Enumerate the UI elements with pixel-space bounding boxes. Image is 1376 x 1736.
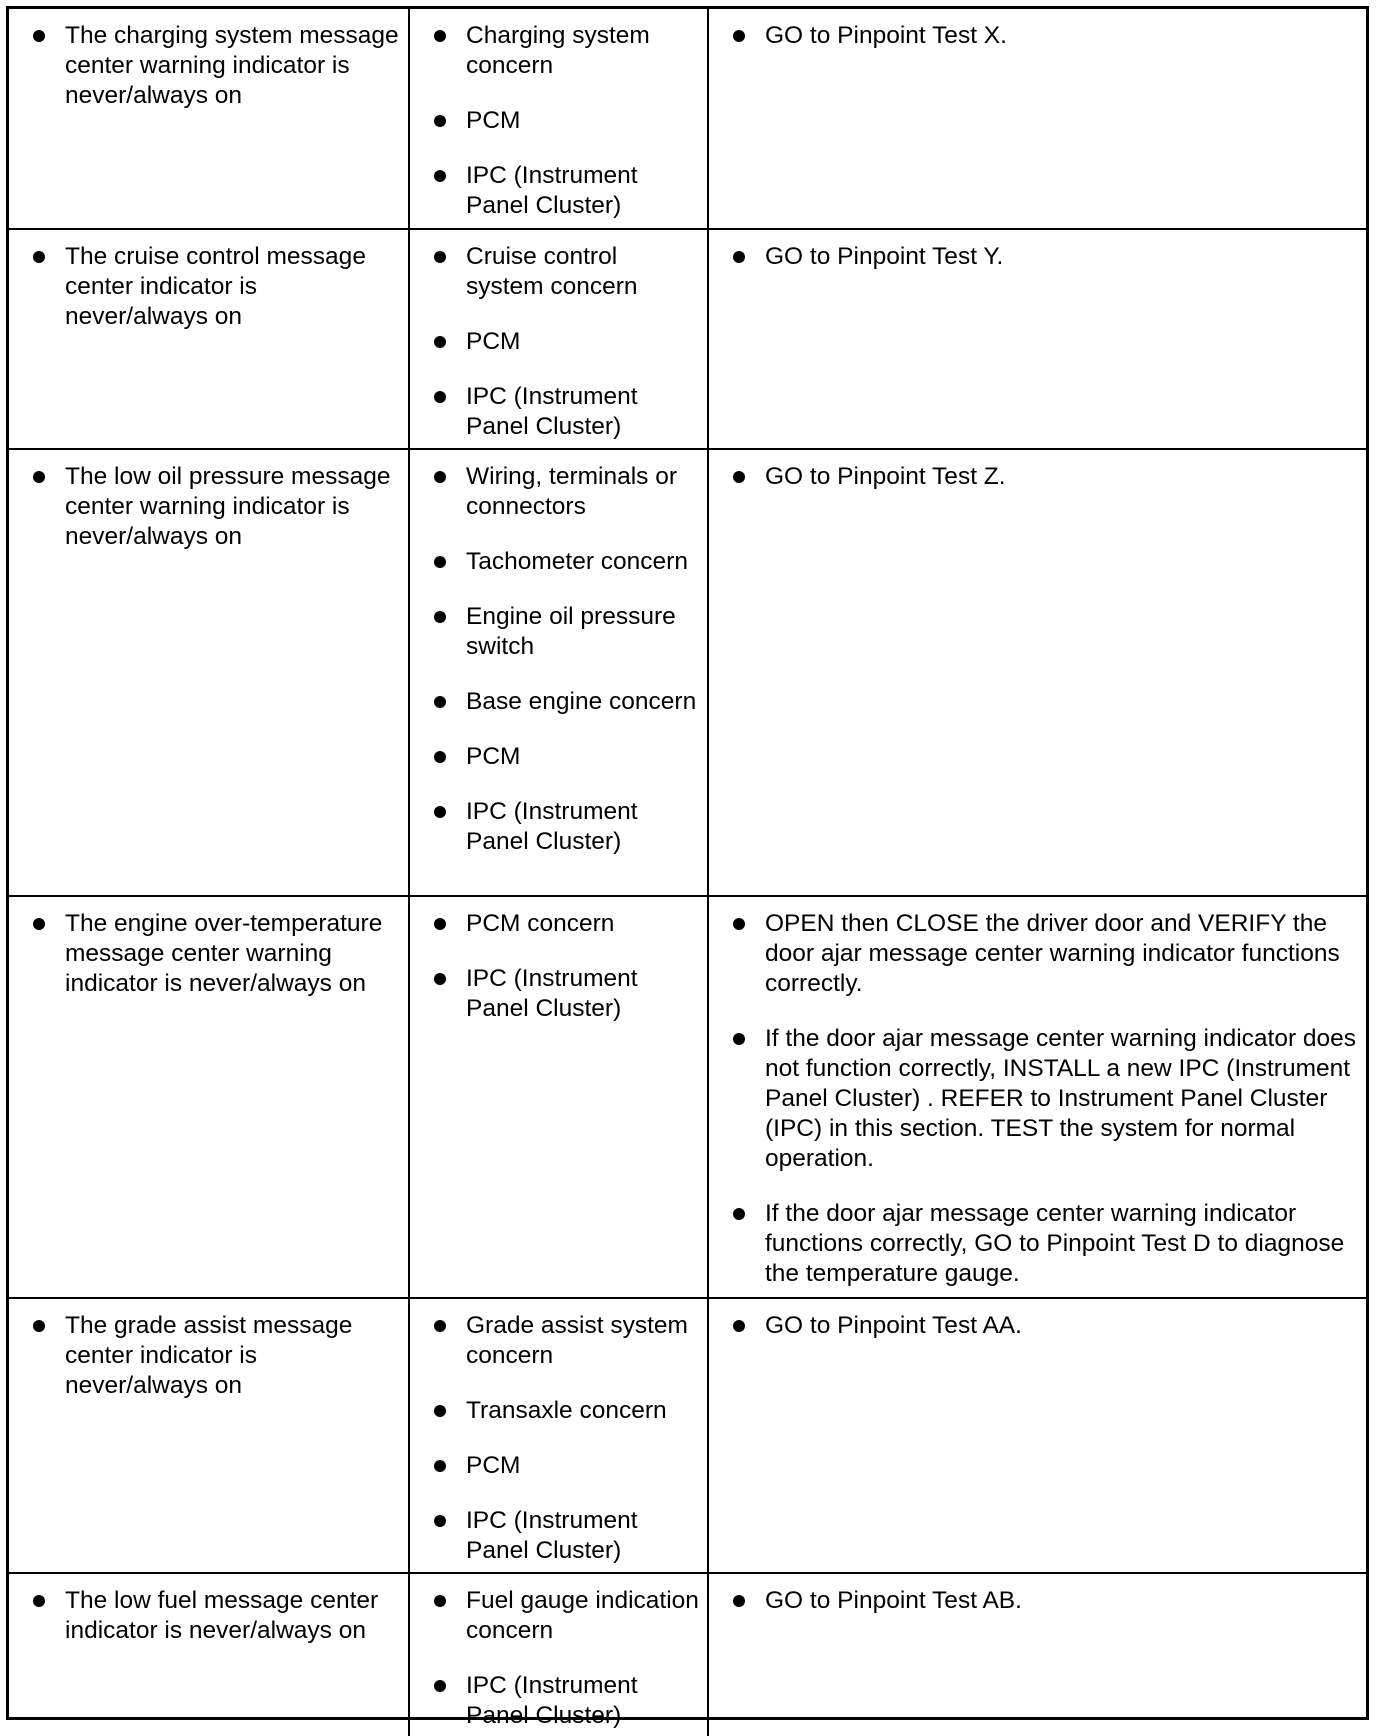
causes-cell <box>409 1298 708 1573</box>
action-cell <box>708 1573 1366 1736</box>
bullet-icon <box>33 1320 45 1332</box>
condition-text: The low oil pressure message center warning indicator is never/always on <box>65 463 391 550</box>
bullet-icon <box>434 1405 446 1417</box>
list-item <box>434 462 701 522</box>
bullet-icon <box>733 251 745 263</box>
list-item <box>434 797 701 857</box>
bullet-icon <box>434 696 446 708</box>
bullet-icon <box>434 391 446 403</box>
cause-text: PCM <box>466 1452 521 1479</box>
list-item <box>33 1586 402 1646</box>
action-text: GO to Pinpoint Test AB. <box>765 1587 1022 1614</box>
condition-text: The low fuel message center indicator is never/always on <box>65 1587 379 1644</box>
list-item <box>434 382 701 442</box>
table-row <box>9 9 1366 229</box>
causes-cell <box>409 896 708 1298</box>
bullet-icon <box>33 1595 45 1607</box>
bullet-icon <box>434 806 446 818</box>
causes-cell <box>409 1573 708 1736</box>
bullet-icon <box>733 918 745 930</box>
bullet-icon <box>434 30 446 42</box>
bullet-icon <box>733 1208 745 1220</box>
action-text: If the door ajar message center warning indicator does not function correctly, INSTALL a new IPC (Instrument Panel Cluster) . REFER to Instrument Panel Cluster (IPC) in this section. TEST the system for normal operation. <box>765 1025 1357 1172</box>
bullet-icon <box>434 251 446 263</box>
bullet-icon <box>733 1320 745 1332</box>
cause-text: IPC (Instrument Panel Cluster) <box>466 383 638 440</box>
list-item <box>434 1311 701 1371</box>
condition-text: The cruise control message center indicator is never/always on <box>65 243 366 330</box>
action-cell <box>708 896 1366 1298</box>
list-item <box>434 964 701 1024</box>
bullet-icon <box>434 973 446 985</box>
list-item <box>434 106 701 136</box>
bullet-icon <box>434 1680 446 1692</box>
list-item <box>434 242 701 302</box>
list-item <box>733 1311 1360 1341</box>
bullet-icon <box>434 471 446 483</box>
action-cell <box>708 9 1366 229</box>
table-row <box>9 896 1366 1298</box>
list-item <box>434 1451 701 1481</box>
action-text: GO to Pinpoint Test AA. <box>765 1312 1022 1339</box>
action-text: OPEN then CLOSE the driver door and VERIFY the door ajar message center warning indicator functions correctly. <box>765 910 1340 997</box>
list-item <box>434 1671 701 1731</box>
bullet-icon <box>434 1515 446 1527</box>
list-item <box>733 909 1360 999</box>
action-text: GO to Pinpoint Test Z. <box>765 463 1006 490</box>
cause-text: Fuel gauge indication concern <box>466 1587 699 1644</box>
condition-cell <box>9 229 409 449</box>
list-item <box>733 21 1360 51</box>
bullet-icon <box>733 1033 745 1045</box>
action-cell <box>708 449 1366 896</box>
causes-cell <box>409 449 708 896</box>
cause-text: IPC (Instrument Panel Cluster) <box>466 1507 638 1564</box>
list-item <box>434 161 701 221</box>
cause-text: Tachometer concern <box>466 548 688 575</box>
list-item <box>434 327 701 357</box>
bullet-icon <box>33 251 45 263</box>
cause-text: Engine oil pressure switch <box>466 603 676 660</box>
table-row <box>9 449 1366 896</box>
symptom-table <box>9 9 1366 1736</box>
list-item <box>434 742 701 772</box>
bullet-icon <box>33 30 45 42</box>
list-item <box>434 602 701 662</box>
bullet-icon <box>434 1595 446 1607</box>
cause-text: PCM concern <box>466 910 615 937</box>
cause-text: Base engine concern <box>466 688 697 715</box>
list-item <box>33 21 402 111</box>
list-item <box>434 1586 701 1646</box>
bullet-icon <box>434 336 446 348</box>
list-item <box>733 1199 1360 1289</box>
list-item <box>434 909 701 939</box>
bullet-icon <box>434 1460 446 1472</box>
causes-cell <box>409 229 708 449</box>
action-cell <box>708 229 1366 449</box>
bullet-icon <box>733 471 745 483</box>
cause-text: IPC (Instrument Panel Cluster) <box>466 798 638 855</box>
causes-cell <box>409 9 708 229</box>
bullet-icon <box>33 918 45 930</box>
cause-text: PCM <box>466 107 521 134</box>
list-item <box>33 462 402 552</box>
list-item <box>434 1396 701 1426</box>
condition-text: The grade assist message center indicator is never/always on <box>65 1312 353 1399</box>
cause-text: Wiring, terminals or connectors <box>466 463 678 520</box>
list-item <box>733 1586 1360 1616</box>
bullet-icon <box>434 918 446 930</box>
list-item <box>733 242 1360 272</box>
cause-text: Cruise control system concern <box>466 243 638 300</box>
action-text: If the door ajar message center warning indicator functions correctly, GO to Pinpoint Test D to diagnose the temperature gauge. <box>765 1200 1345 1287</box>
list-item <box>33 909 402 999</box>
list-item <box>733 462 1360 492</box>
cause-text: Transaxle concern <box>466 1397 667 1424</box>
list-item <box>434 21 701 81</box>
bullet-icon <box>434 170 446 182</box>
bullet-icon <box>434 751 446 763</box>
list-item <box>33 1311 402 1401</box>
cause-text: IPC (Instrument Panel Cluster) <box>466 162 638 219</box>
table-row <box>9 1573 1366 1736</box>
cause-text: Grade assist system concern <box>466 1312 688 1369</box>
cause-text: Charging system concern <box>466 22 650 79</box>
bullet-icon <box>434 556 446 568</box>
condition-cell <box>9 1298 409 1573</box>
action-cell <box>708 1298 1366 1573</box>
cause-text: PCM <box>466 743 521 770</box>
cause-text: IPC (Instrument Panel Cluster) <box>466 965 638 1022</box>
condition-text: The engine over-temperature message center warning indicator is never/always on <box>65 910 383 997</box>
condition-cell <box>9 896 409 1298</box>
bullet-icon <box>434 1320 446 1332</box>
condition-cell <box>9 1573 409 1736</box>
symptom-table-body <box>9 9 1366 1736</box>
list-item <box>33 242 402 332</box>
bullet-icon <box>33 471 45 483</box>
action-text: GO to Pinpoint Test X. <box>765 22 1007 49</box>
list-item <box>434 1506 701 1566</box>
bullet-icon <box>434 115 446 127</box>
condition-cell <box>9 449 409 896</box>
list-item <box>434 687 701 717</box>
action-text: GO to Pinpoint Test Y. <box>765 243 1004 270</box>
symptom-chart <box>6 6 1369 1729</box>
bullet-icon <box>733 30 745 42</box>
bullet-icon <box>434 611 446 623</box>
condition-cell <box>9 9 409 229</box>
cause-text: IPC (Instrument Panel Cluster) <box>466 1672 638 1729</box>
table-row <box>9 1298 1366 1573</box>
list-item <box>733 1024 1360 1174</box>
list-item <box>434 547 701 577</box>
table-row <box>9 229 1366 449</box>
condition-text: The charging system message center warning indicator is never/always on <box>65 22 399 109</box>
bullet-icon <box>733 1595 745 1607</box>
cause-text: PCM <box>466 328 521 355</box>
